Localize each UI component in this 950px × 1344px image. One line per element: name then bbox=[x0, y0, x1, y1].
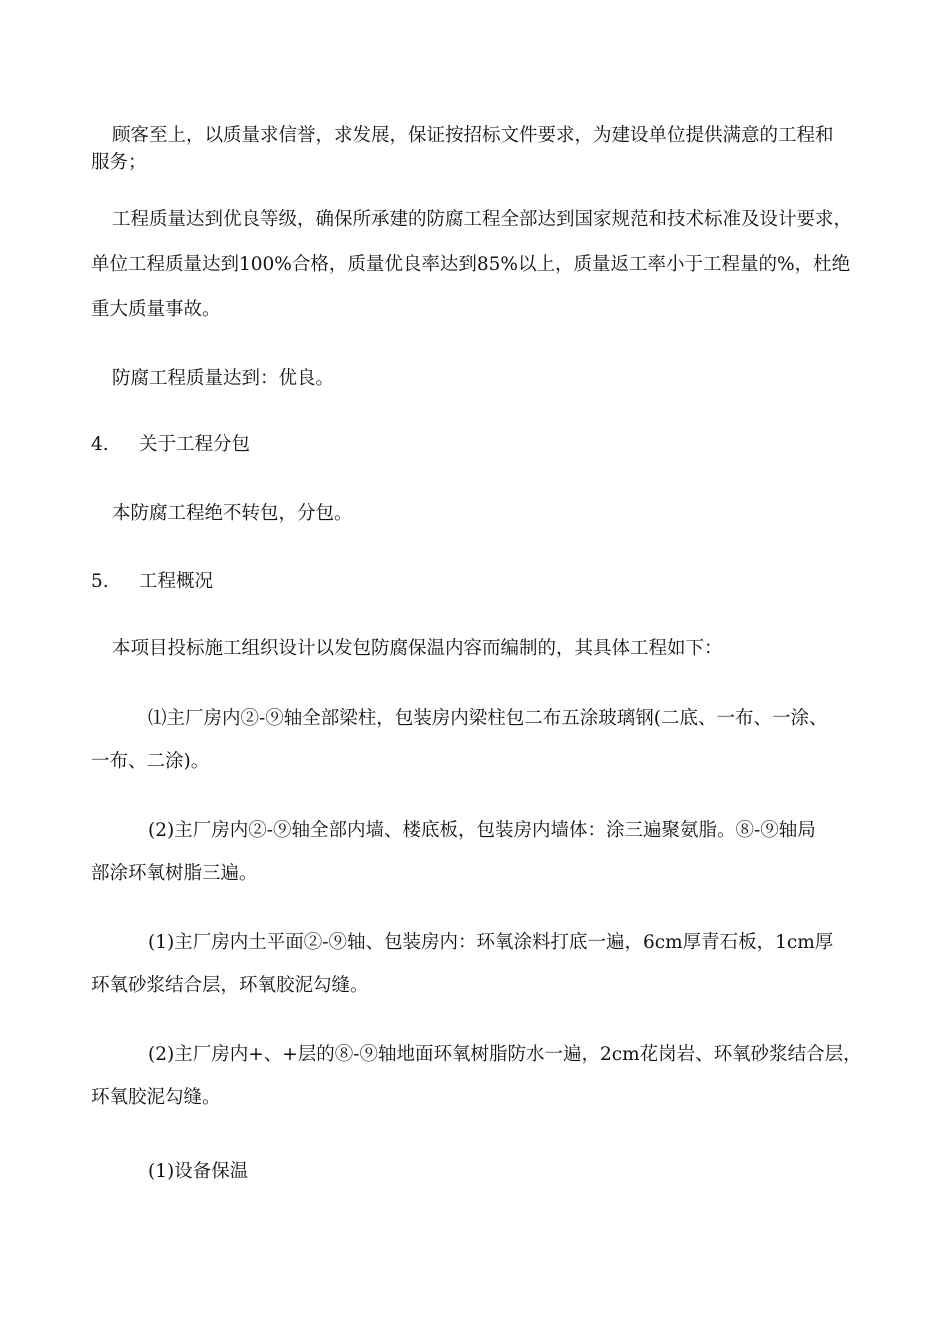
paragraph-5: 本项目投标施工组织设计以发包防腐保温内容而编制的，其具体工程如下： bbox=[112, 638, 723, 659]
section-title: 关于工程分包 bbox=[139, 434, 251, 455]
paragraph-4: 本防腐工程绝不转包，分包。 bbox=[112, 503, 353, 524]
item-2-line-2: 部涂环氧树脂三遍。 bbox=[91, 863, 258, 884]
section-number: 4. bbox=[91, 434, 109, 455]
item-1-line-2: 一布、二涂)。 bbox=[91, 751, 210, 772]
paragraph-1-line-2: 服务； bbox=[91, 152, 147, 173]
paragraph-2-line-3: 重大质量事故。 bbox=[91, 299, 221, 320]
item-2-line-1: (2)主厂房内②-⑨轴全部内墙、楼底板，包装房内墙体：涂三遍聚氨脂。⑧-⑨轴局 bbox=[148, 820, 816, 841]
item-4-line-2: 环氧胶泥勾缝。 bbox=[91, 1087, 221, 1108]
section-title: 工程概况 bbox=[139, 571, 214, 592]
section-number: 5. bbox=[91, 571, 109, 592]
section-heading-5 bbox=[91, 570, 213, 594]
item-3-line-2: 环氧砂浆结合层，环氧胶泥勾缝。 bbox=[91, 975, 369, 996]
item-3-line-1: (1)主厂房内土平面②-⑨轴、包装房内：环氧涂料打底一遍，6cm厚青石板，1cm厚 bbox=[148, 932, 834, 953]
item-4-line-1: (2)主厂房内+、+层的⑧-⑨轴地面环氧树脂防水一遍，2cm花岗岩、环氧砂浆结合层， bbox=[148, 1044, 862, 1065]
item-5: (1)设备保温 bbox=[148, 1161, 249, 1182]
section-heading-4 bbox=[91, 433, 250, 457]
paragraph-3: 防腐工程质量达到：优良。 bbox=[112, 368, 335, 389]
paragraph-2-line-1: 工程质量达到优良等级，确保所承建的防腐工程全部达到国家规范和技术标准及设计要求， bbox=[112, 209, 853, 230]
item-1-line-1: ⑴主厂房内②-⑨轴全部梁柱，包装房内梁柱包二布五涂玻璃钢(二底、一布、一涂、 bbox=[148, 708, 828, 729]
paragraph-1-line-1: 顾客至上，以质量求信誉，求发展，保证按招标文件要求，为建设单位提供满意的工程和 bbox=[112, 125, 834, 146]
paragraph-2-line-2: 单位工程质量达到100%合格，质量优良率达到85%以上，质量返工率小于工程量的%，杜绝 bbox=[91, 254, 851, 275]
